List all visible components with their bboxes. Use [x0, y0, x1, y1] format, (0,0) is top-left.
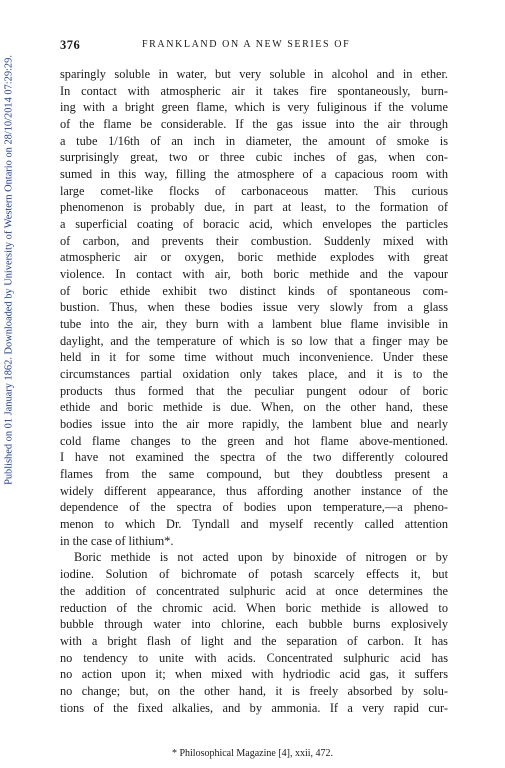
text-line: ing with a bright green flame, which is very fuliginous if the volume: [60, 100, 448, 115]
text-line: dependence of the spectra of bodies upon temperature,—a pheno-: [60, 500, 448, 515]
body-text: [60, 66, 448, 716]
text-line: violence. In contact with air, both boric methide and the vapour: [60, 267, 448, 282]
text-line: daylight, and the temperature of which is so low that a finger may be: [60, 333, 448, 348]
text-line: ethide and boric methide is due. When, on the other hand, these: [60, 400, 448, 415]
text-line: I have not examined the spectra of the two differently coloured: [60, 450, 448, 465]
text-line: flames from the same compound, but they doubtless present a: [60, 467, 448, 482]
footnote: * Philosophical Magazine [4], xxii, 472.: [171, 748, 334, 759]
text-line: widely different appearance, thus affording another instance of the: [60, 483, 448, 498]
text-line: Boric methide is not acted upon by binoxide of nitrogen or by: [74, 550, 448, 565]
text-line: phenomenon is probably due, in part at least, to the formation of: [60, 200, 448, 215]
text-line: bodies issue into the air more rapidly, the lambent blue and nearly: [60, 417, 448, 432]
text-line: bustion. Thus, when these bodies issue very slowly from a glass: [60, 300, 448, 315]
text-line: with a bright flash of light and the separation of carbon. It has: [60, 633, 448, 648]
text-line: held in it for some time without much inconvenience. Under these: [60, 350, 448, 365]
text-line: products thus formed that the peculiar pungent odour of boric: [60, 383, 448, 398]
text-line: reduction of the chromic acid. When boric methide is allowed to: [60, 600, 448, 615]
text-line: a tube 1/16th of an inch in diameter, the amount of smoke is: [60, 133, 448, 148]
text-line: In contact with atmospheric air it takes fire spontaneously, burn-: [60, 83, 448, 98]
text-line: in the case of lithium*.: [60, 533, 174, 548]
text-line: atmospheric air or oxygen, boric methide explodes with great: [60, 250, 448, 265]
text-line: large comet-like flocks of carbonaceous matter. This curious: [60, 183, 448, 198]
page-number: 376: [60, 38, 81, 52]
text-line: circumstances partial oxidation only takes place, and it is to the: [60, 367, 448, 382]
text-line: surprisingly great, two or three cubic inches of gas, when con-: [60, 150, 448, 165]
page-header: [60, 38, 448, 54]
text-line: no tendency to unite with acids. Concentrated sulphuric acid has: [60, 650, 448, 665]
text-line: the addition of concentrated sulphuric acid at once determines the: [60, 583, 448, 598]
text-line: no action upon it; when mixed with hydriodic acid gas, it suffers: [60, 667, 448, 682]
text-line: sumed in this way, filling the atmosphere of a capacious room with: [60, 167, 448, 182]
text-line: of the flame be considerable. If the gas issue into the air through: [60, 117, 448, 132]
text-line: cold flame changes to the green and hot flame above-mentioned.: [60, 433, 448, 448]
text-line: tions of the fixed alkalies, and by ammonia. If a very rapid cur-: [60, 700, 448, 715]
running-title: FRANKLAND ON A NEW SERIES OF: [142, 39, 351, 50]
text-line: iodine. Solution of bichromate of potash scarcely effects it, but: [60, 567, 448, 582]
text-line: menon to which Dr. Tyndall and myself recently called attention: [60, 517, 448, 532]
text-line: a superficial coating of boracic acid, which envelopes the particles: [60, 217, 448, 232]
text-line: of carbon, and prevents their combustion. Suddenly mixed with: [60, 233, 448, 248]
text-line: tube into the air, they burn with a lambent blue flame invisible in: [60, 317, 448, 332]
text-line: bubble through water into chlorine, each bubble burns explosively: [60, 617, 448, 632]
text-line: no change; but, on the other hand, it is freely absorbed by solu-: [60, 683, 448, 698]
text-line: sparingly soluble in water, but very soluble in alcohol and in ether.: [60, 67, 448, 81]
text-line: of boric ethide exhibit two distinct kinds of spontaneous com-: [60, 283, 448, 298]
download-watermark: [0, 30, 18, 510]
download-watermark-text: Published on 01 January 1862. Downloaded by University of Western Ontario on 28/10/2014 07:29:29.: [3, 55, 15, 485]
